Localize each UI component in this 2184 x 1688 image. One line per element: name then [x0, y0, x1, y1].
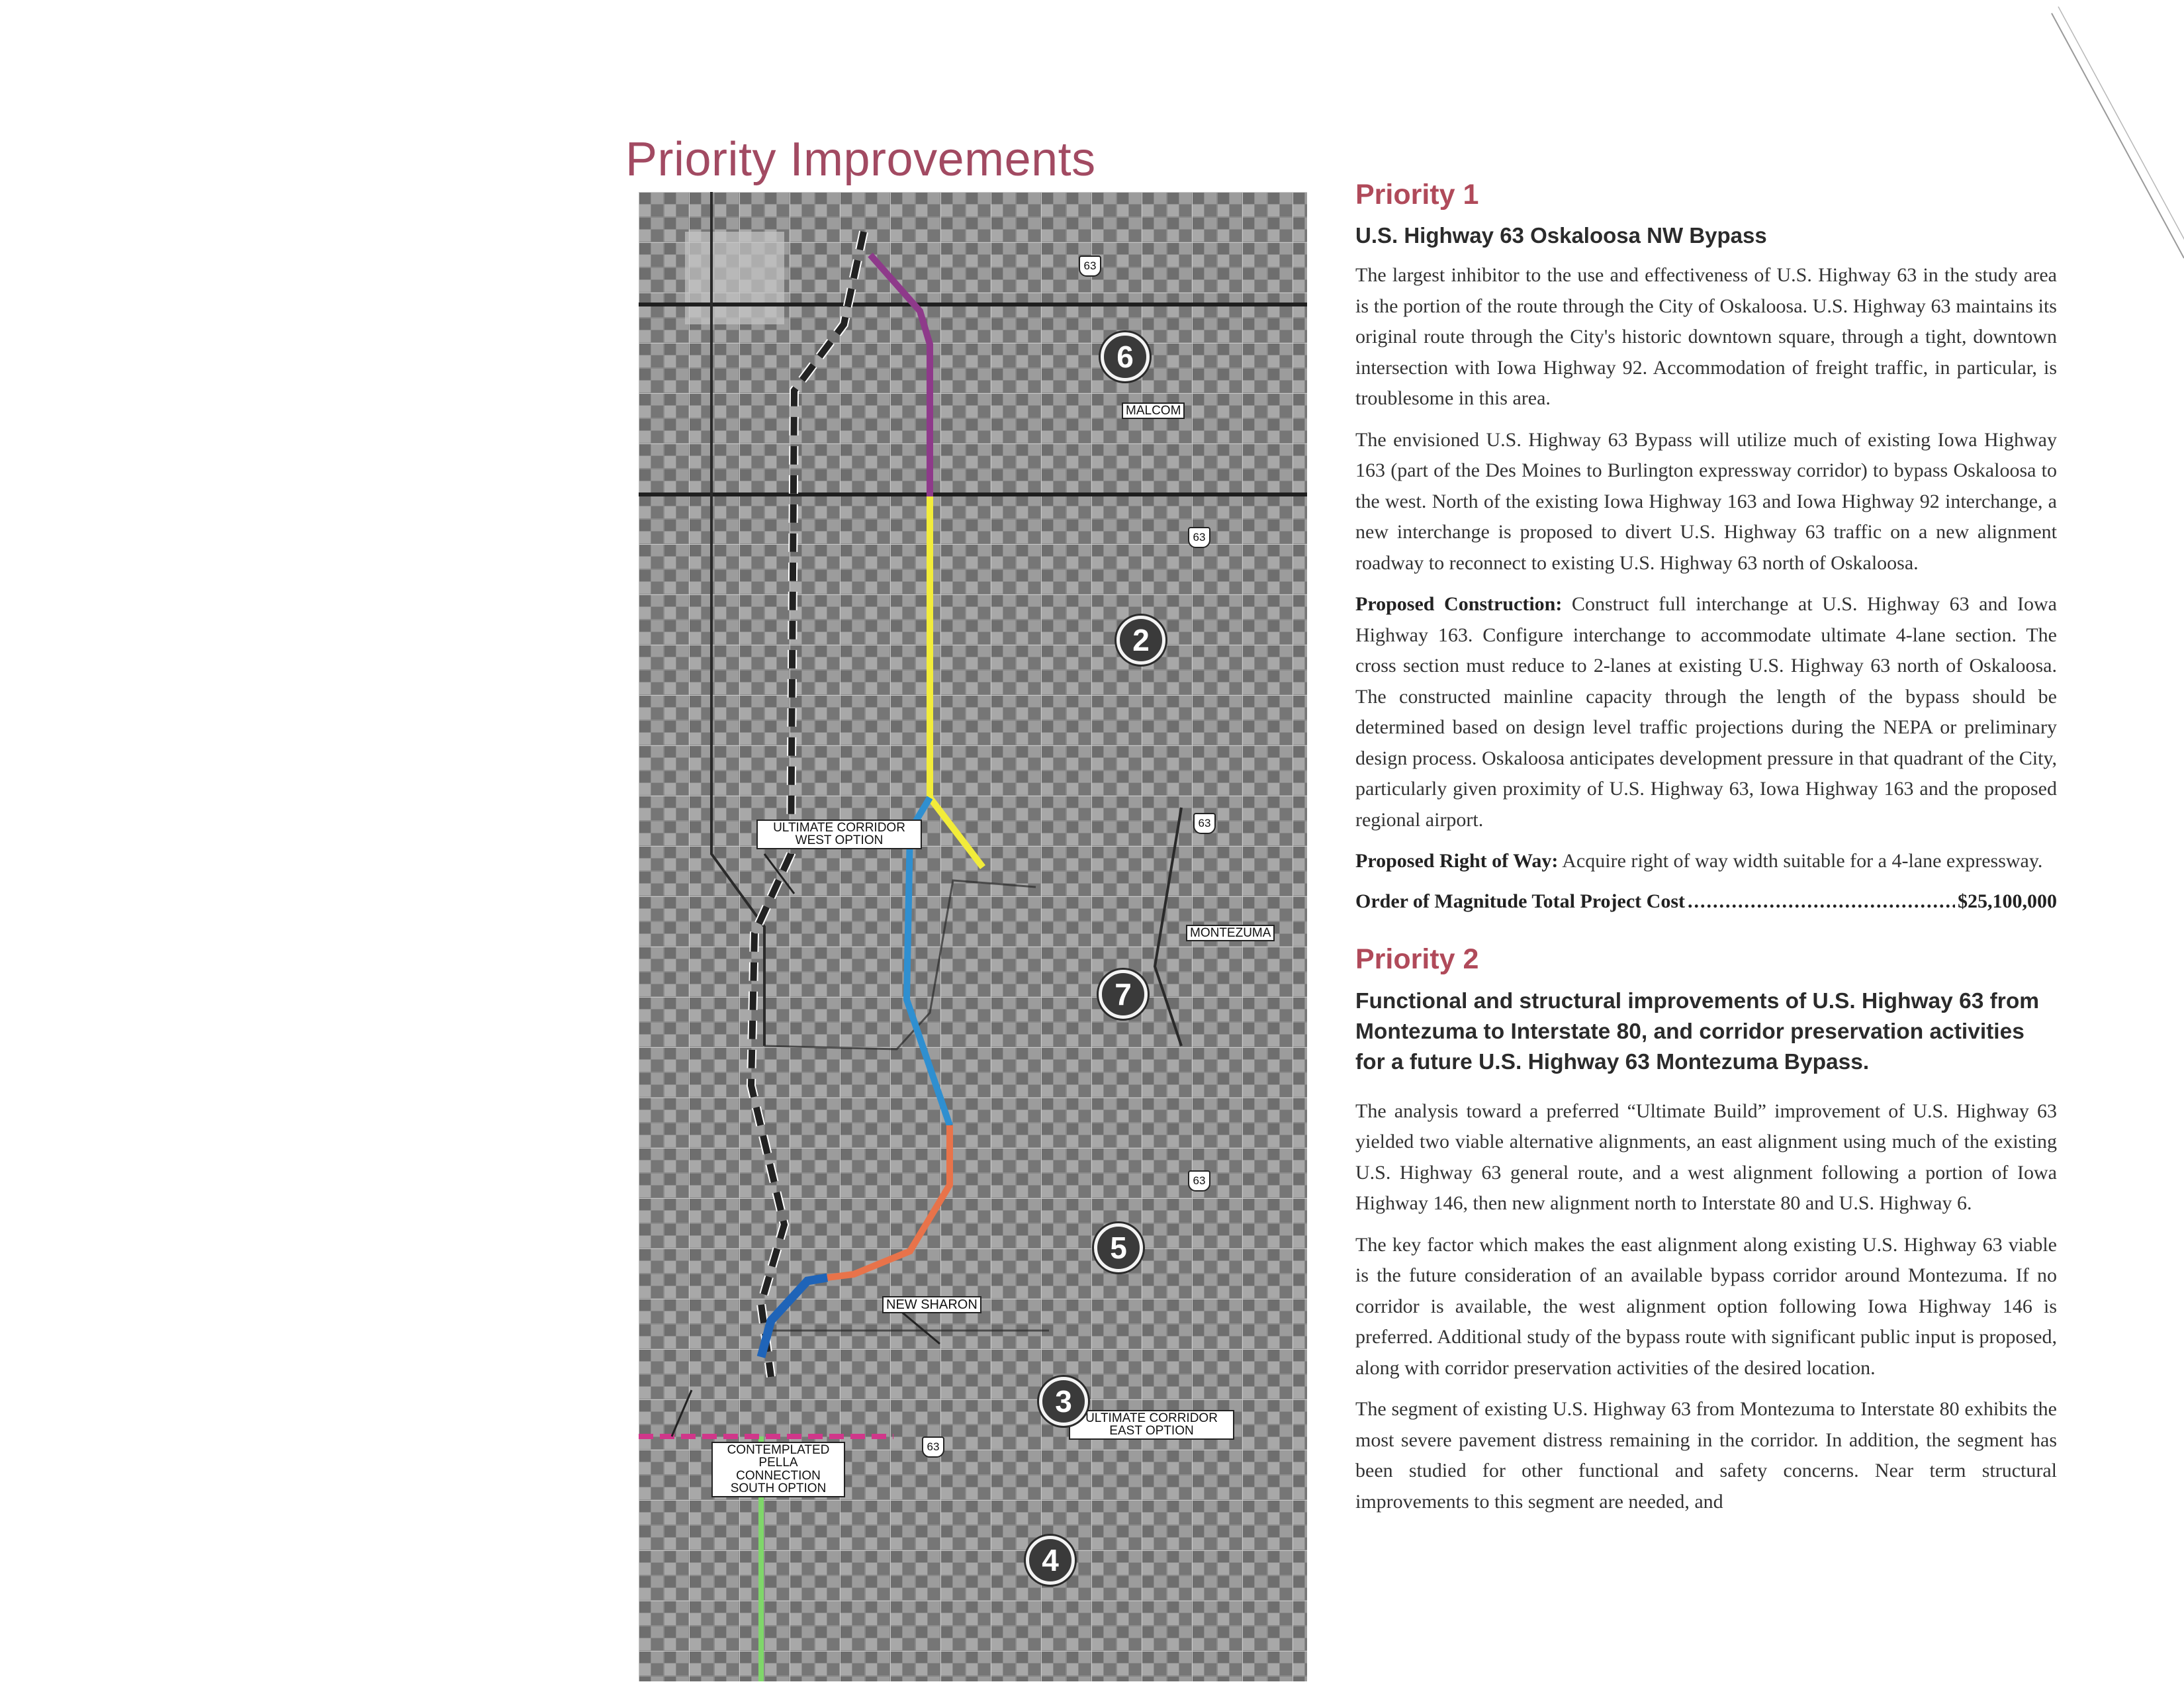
priority-2-paragraph-1: The analysis toward a preferred “Ultimate Build” improvement of U.S. Highway 63 yielded two viable alternative alignments, an east alignment using much of the existing U.S. Highway 63 general route, and a west alignment following a portion of Iowa Highway 146, then new alignment north to Interstate 80 and U.S. Highway 6. — [1355, 1100, 2057, 1214]
segment-marker-6: 6 — [1101, 332, 1150, 381]
priority-1-construction — [1355, 589, 2057, 835]
priority-1-paragraph-2: The envisioned U.S. Highway 63 Bypass will utilize much of existing Iowa Highway 163 (part of the Des Moines to Burlington expressway corridor) to bypass Oskaloosa to the west. North of the existing Iowa Highway 163 and Iowa Highway 92 interchange, a new interchange is proposed to divert U.S. Highway 63 traffic on a new alignment roadway to reconnect to existing U.S. Highway 63 north of Oskaloosa. — [1355, 428, 2057, 574]
cost-label: Order of Magnitude Total Project Cost — [1355, 890, 1686, 912]
segment-marker-4: 4 — [1026, 1536, 1075, 1585]
segment-marker-2: 2 — [1116, 616, 1165, 665]
map-label-malcom: MALCOM — [1122, 402, 1185, 419]
priority-1-paragraph-1: The largest inhibitor to the use and effectiveness of U.S. Highway 63 in the study area is the portion of the route through the City of Oskaloosa. U.S. Highway 63 maintains its original route through the City's historic downtown square, through a tight, downtown intersection with Iowa Highway 92. Accommodation of freight traffic, in particular, is troublesome in this area. — [1355, 264, 2057, 409]
construction-label: Proposed Construction: — [1355, 593, 1563, 615]
route-63-shield: 63 — [1079, 256, 1101, 277]
oskaloosa-town-area — [685, 232, 784, 324]
right-of-way-text: Acquire right of way width suitable for a 4-lane expressway. — [1558, 850, 2043, 872]
priority-1-heading: Priority 1 — [1355, 179, 1479, 211]
map-label-ultimate-east: ULTIMATE CORRIDOR EAST OPTION — [1069, 1410, 1234, 1440]
map-label-new-sharon: NEW SHARON — [882, 1296, 981, 1313]
text-column — [1355, 179, 2057, 1517]
priority-2-heading: Priority 2 — [1355, 943, 1479, 975]
segment-marker-7: 7 — [1099, 970, 1148, 1019]
page-title: Priority Improvements — [625, 133, 1096, 186]
route-63-shield: 63 — [1193, 813, 1216, 834]
map-label-pella: CONTEMPLATED PELLA CONNECTION SOUTH OPTION — [711, 1442, 845, 1497]
map-label-montezuma: MONTEZUMA — [1186, 925, 1275, 941]
route-63-shield: 63 — [1188, 1170, 1210, 1192]
priority-2-paragraph-2: The key factor which makes the east alignment along existing U.S. Highway 63 viable is the future consideration of an available bypass corridor around Montezuma. If no corridor is available, the west alignment option following Iowa Highway 146 is preferred. Additional study of the bypass route with significant public input is proposed, along with corridor preservation activities of the desired location. — [1355, 1233, 2057, 1379]
map-label-ultimate-west: ULTIMATE CORRIDOR WEST OPTION — [756, 820, 922, 849]
construction-text: Construct full interchange at U.S. Highway 63 and Iowa Highway 163. Configure interchange to accommodate ultimate 4-lane section. The cross section must reduce to 2-lanes at existing U.S. Highway 63 north of Oskaloosa. The constructed mainline capacity through the length of the bypass should be determined based on design level traffic projections during the NEPA or preliminary design process. Oskaloosa anticipates development pressure in that quadrant of the City, particularly given proximity of U.S. Highway 63, Iowa Highway 163 and the proposed regional airport. — [1355, 593, 2057, 831]
priority-2-subheading: Functional and structural improvements of U.S. Highway 63 from Montezuma to Interstate 80, and corridor preservation activities for a future U.S. Highway 63 Montezuma Bypass. — [1355, 988, 2040, 1074]
priority-1-cost-row — [1355, 886, 2057, 917]
segment-marker-5: 5 — [1094, 1223, 1143, 1272]
priority-2-paragraph-3: The segment of existing U.S. Highway 63 from Montezuma to Interstate 80 exhibits the most severe pavement distress remaining in the corridor. In addition, the segment has been studied for other functional and safety concerns. Near term structural improvements to this segment are needed, and — [1355, 1398, 2057, 1513]
priority-1-right-of-way — [1355, 846, 2057, 877]
segment-marker-3: 3 — [1039, 1377, 1088, 1426]
route-63-shield: 63 — [922, 1436, 944, 1458]
right-of-way-label: Proposed Right of Way: — [1355, 850, 1559, 872]
corridor-map — [639, 192, 1307, 1681]
priority-1-subheading: U.S. Highway 63 Oskaloosa NW Bypass — [1355, 223, 1767, 248]
scan-artifact — [2032, 0, 2184, 265]
cost-value: $25,100,000 — [1958, 890, 2057, 912]
route-63-shield: 63 — [1188, 527, 1210, 548]
cost-leader-dots — [1688, 886, 1955, 917]
